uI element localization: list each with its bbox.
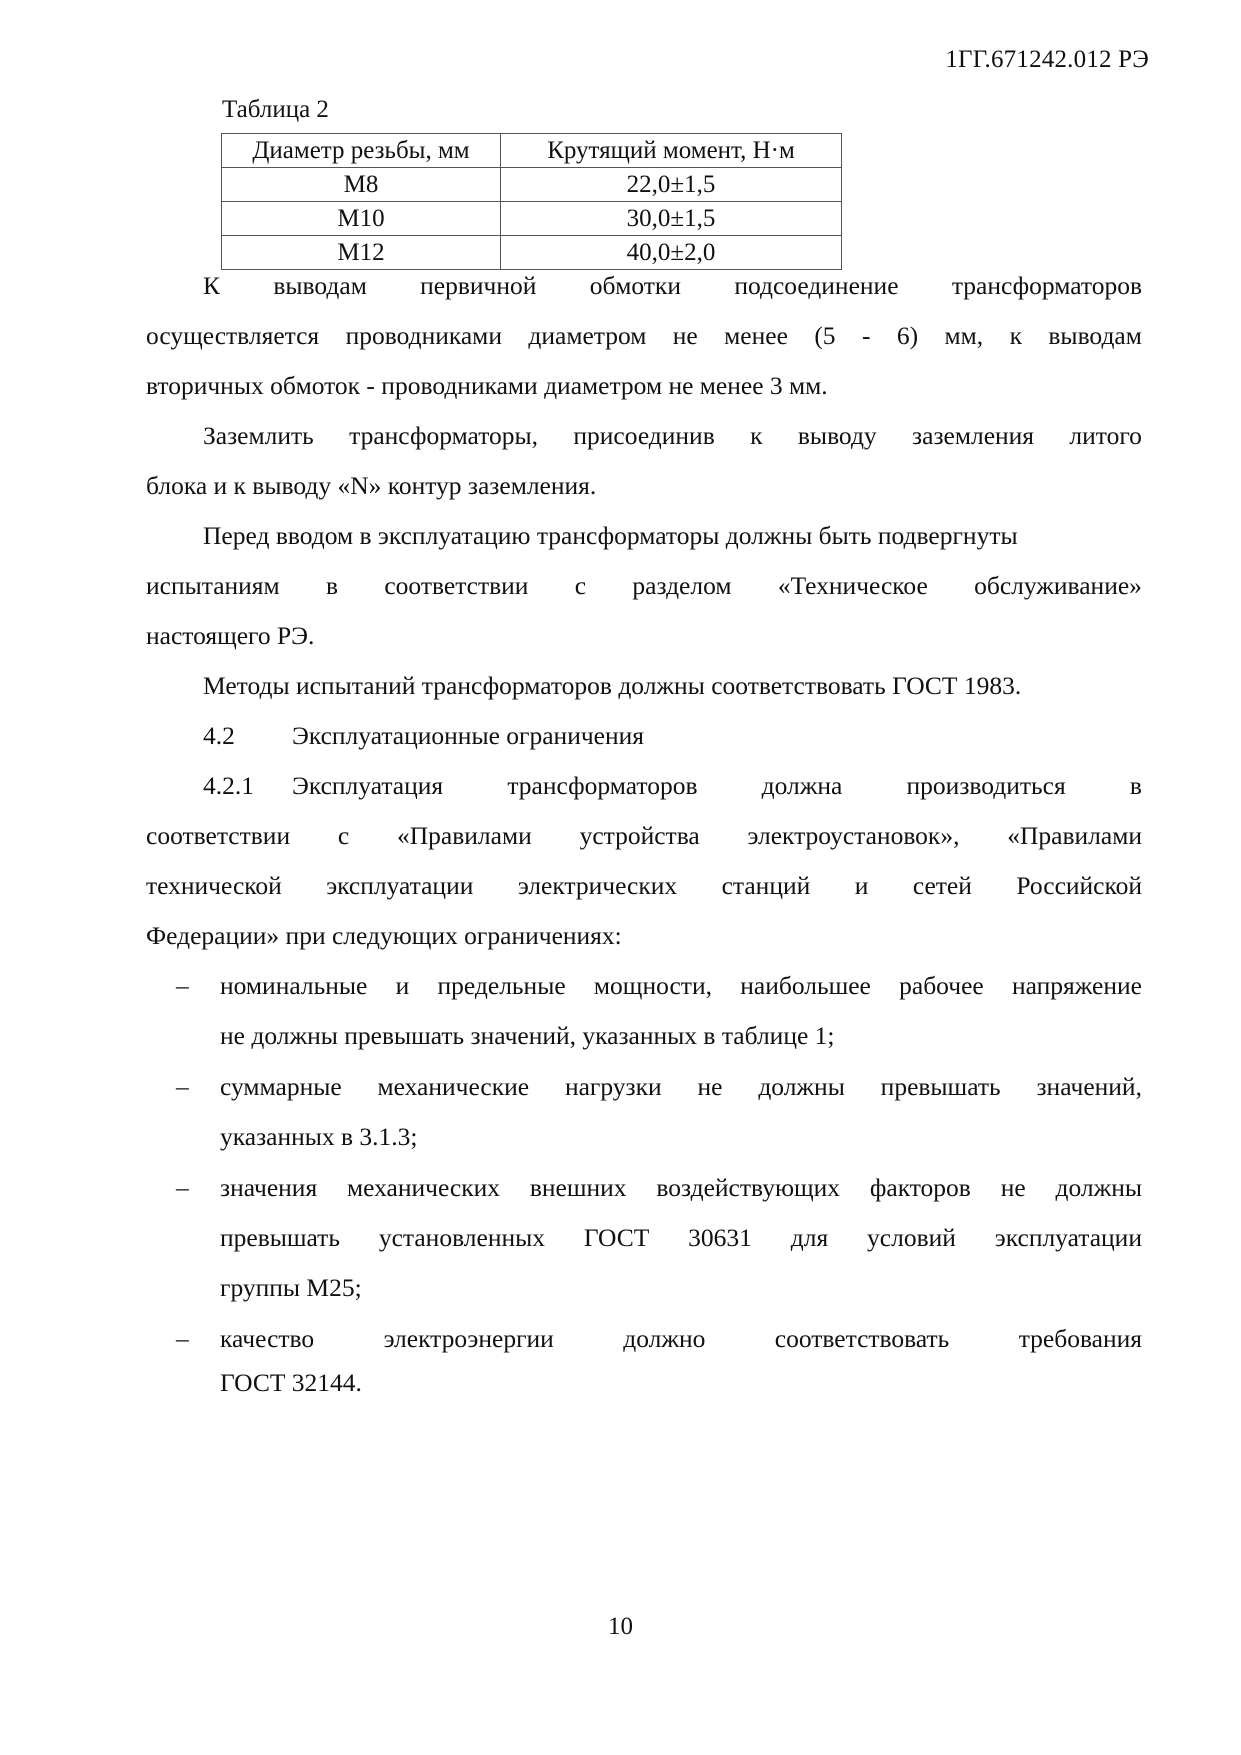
word: номинальные (220, 971, 368, 1000)
word: механические (377, 1072, 530, 1101)
word: должно (623, 1324, 706, 1353)
word: с (337, 821, 350, 850)
table-cell: М8 (222, 168, 501, 202)
bullet-line: ГОСТ 32144. (220, 1368, 362, 1397)
document-code: 1ГГ.671242.012 РЭ (945, 46, 1149, 73)
word: электрических (517, 871, 678, 900)
word: трансформаторов (507, 771, 698, 800)
table-cell: М12 (222, 236, 501, 270)
word: выводу (797, 421, 877, 450)
word: к (750, 421, 763, 450)
word: Заземлить (203, 421, 314, 450)
word: и (854, 871, 869, 900)
paragraph-line: настоящего РЭ. (146, 621, 315, 650)
column-header-torque: Крутящий момент, Н·м (501, 134, 842, 168)
section-title: Эксплуатационные ограничения (292, 721, 645, 750)
paragraph-line: вторичных обмоток - проводниками диаметром не менее 3 мм. (146, 371, 828, 400)
bullet-line (220, 1173, 1142, 1203)
word: установленных (378, 1223, 545, 1252)
word: с (574, 571, 587, 600)
word: присоединив (573, 421, 715, 450)
word: должны (1055, 1173, 1142, 1202)
word: превышать (220, 1223, 340, 1252)
table-cell: М10 (222, 202, 501, 236)
paragraph-line (146, 321, 1142, 351)
word: не (697, 1072, 723, 1101)
word: должна (761, 771, 843, 800)
word: трансформаторы, (349, 421, 539, 450)
word: значений, (1036, 1072, 1142, 1101)
word: соответствии (146, 821, 291, 850)
word: нагрузки (564, 1072, 662, 1101)
bullet-line: не должны превышать значений, указанных в таблице 1; (220, 1021, 835, 1050)
word: 30631 (688, 1223, 752, 1252)
word: устройства (579, 821, 700, 850)
paragraph-line (146, 571, 1142, 601)
word: «Техническое (777, 571, 928, 600)
word: должны (758, 1072, 845, 1101)
word: в (1129, 771, 1142, 800)
bullet-dash-icon: – (176, 971, 189, 1000)
paragraph-line: блока и к выводу «N» контур заземления. (146, 471, 597, 500)
bullet-line (220, 1072, 1142, 1102)
bullet-line: группы М25; (220, 1273, 362, 1302)
word: для (790, 1223, 829, 1252)
word: (5 (814, 321, 836, 350)
word: соответствовать (774, 1324, 950, 1353)
word: Российской (1016, 871, 1142, 900)
word: первичной (420, 271, 537, 300)
table-row (222, 168, 842, 202)
word: не (672, 321, 698, 350)
word: электроустановок», (747, 821, 960, 850)
word: обмотки (589, 271, 681, 300)
word: - (861, 321, 871, 350)
paragraph-line (203, 421, 1142, 451)
word: суммарные (220, 1072, 342, 1101)
word: подсоединение (734, 271, 899, 300)
word: факторов (869, 1173, 971, 1202)
word: механических (347, 1173, 501, 1202)
bullet-dash-icon: – (176, 1072, 189, 1101)
word: условий (867, 1223, 956, 1252)
word: обслуживание» (974, 571, 1142, 600)
bullet-dash-icon: – (176, 1173, 189, 1202)
table-cell: 40,0±2,0 (501, 236, 842, 270)
word: станций (721, 871, 811, 900)
word: «Правилами (1007, 821, 1142, 850)
section-number: 4.2 (203, 721, 235, 750)
table-caption: Таблица 2 (222, 96, 329, 123)
word: производиться (906, 771, 1066, 800)
word: проводниками (345, 321, 502, 350)
word: трансформаторов (951, 271, 1142, 300)
table-row (222, 236, 842, 270)
word: не (1000, 1173, 1026, 1202)
word: соответствии (384, 571, 529, 600)
word: рабочее (899, 971, 984, 1000)
paragraph-line (203, 271, 1142, 301)
word: разделом (632, 571, 732, 600)
word: мощности, (593, 971, 712, 1000)
word: эксплуатации (326, 871, 474, 900)
bullet-line: указанных в 3.1.3; (220, 1122, 418, 1151)
word: предельные (437, 971, 566, 1000)
torque-table (221, 133, 842, 270)
word: испытаниям (146, 571, 280, 600)
table-header-row (222, 134, 842, 168)
word: внешних (529, 1173, 627, 1202)
table-cell: 30,0±1,5 (501, 202, 842, 236)
table-cell: 22,0±1,5 (501, 168, 842, 202)
word: значения (220, 1173, 318, 1202)
paragraph-line: Перед вводом в эксплуатацию трансформаторы должны быть подвергнуты (203, 521, 1018, 550)
word: превышать (880, 1072, 1001, 1101)
word: «Правилами (397, 821, 532, 850)
word: менее (724, 321, 788, 350)
bullet-line (220, 971, 1142, 1001)
word: Эксплуатация (292, 771, 444, 800)
word: к (1009, 321, 1022, 350)
word: в (326, 571, 339, 600)
table-row (222, 202, 842, 236)
bullet-line (220, 1324, 1142, 1354)
paragraph-line (292, 771, 1142, 801)
word: диаметром (528, 321, 647, 350)
paragraph-line (146, 821, 1142, 851)
word: осуществляется (146, 321, 320, 350)
bullet-line (220, 1223, 1142, 1253)
word: К (203, 271, 221, 300)
word: 6) (896, 321, 919, 350)
word: напряжение (1012, 971, 1142, 1000)
word: ГОСТ (583, 1223, 650, 1252)
word: мм, (944, 321, 984, 350)
clause-number: 4.2.1 (203, 771, 254, 800)
word: качество (220, 1324, 315, 1353)
word: выводам (273, 271, 367, 300)
word: и (395, 971, 410, 1000)
word: технической (146, 871, 282, 900)
word: требования (1018, 1324, 1142, 1353)
word: выводам (1048, 321, 1142, 350)
bullet-dash-icon: – (176, 1324, 189, 1353)
word: воздействующих (656, 1173, 841, 1202)
paragraph-line (146, 871, 1142, 901)
word: наибольшее (740, 971, 871, 1000)
page-number: 10 (608, 1613, 633, 1640)
column-header-thread-diameter: Диаметр резьбы, мм (222, 134, 501, 168)
word: электроэнергии (383, 1324, 554, 1353)
word: эксплуатации (994, 1223, 1142, 1252)
paragraph-line: Федерации» при следующих ограничениях: (146, 921, 622, 950)
word: заземления (912, 421, 1035, 450)
word: сетей (912, 871, 972, 900)
word: литого (1069, 421, 1142, 450)
paragraph-line: Методы испытаний трансформаторов должны соответствовать ГОСТ 1983. (203, 671, 1022, 700)
